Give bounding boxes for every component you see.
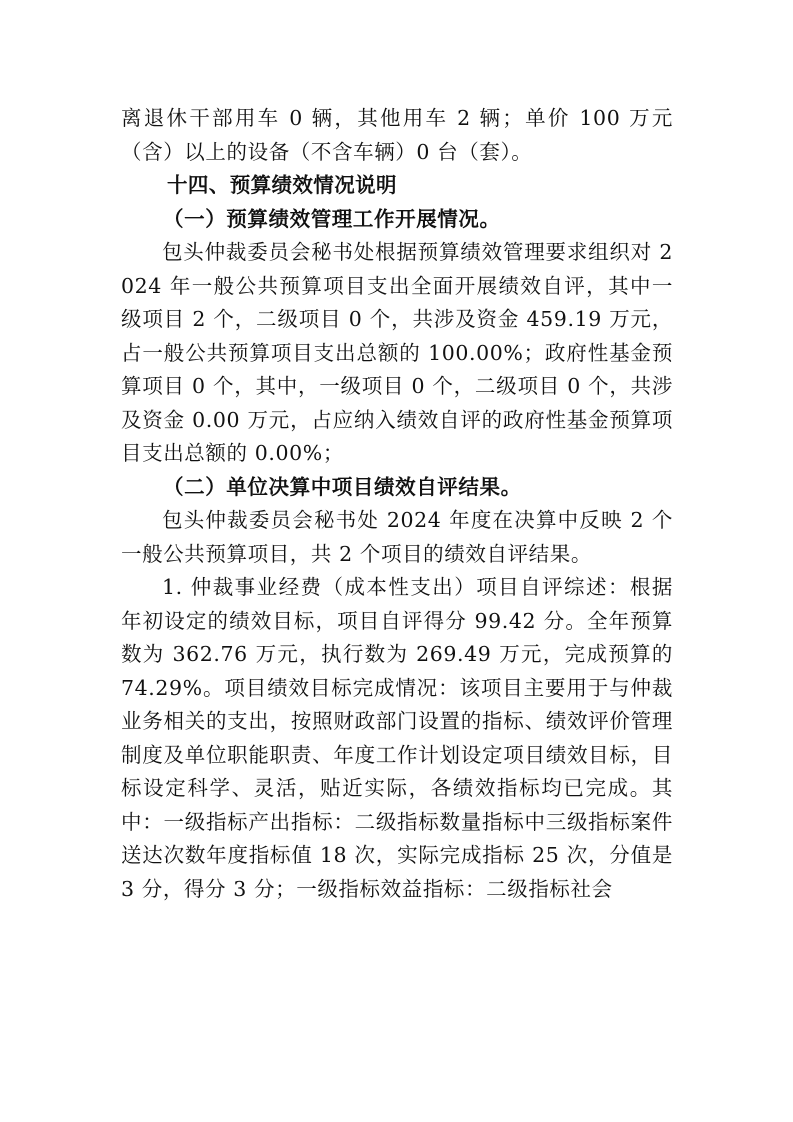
subheading-performance-management: （一）预算绩效管理工作开展情况。	[163, 206, 501, 231]
paragraph-project-count: 包头仲裁委员会秘书处 2024 年度在决算中反映 2 个一般公共预算项目，共 2 个项目的绩效自评结果。	[121, 508, 673, 566]
document-body	[121, 102, 673, 906]
paragraph-self-evaluation-overview: 包头仲裁委员会秘书处根据预算绩效管理要求组织对 2024 年一般公共预算项目支出全面开展绩效自评，其中一级项目 2 个，二级项目 0 个，共涉及资金 459.19 万元，占一般公共预算项目支出总额的 100.00%；政府性基金预算项目 0 个，其中，一级项目 0 个，二级项目 0 个，共涉及资金 0.00 万元，占应纳入绩效自评的政府性基金预算项目支出总额的 0.00%；	[121, 240, 673, 465]
subheading-project-self-evaluation-results: （二）单位决算中项目绩效自评结果。	[163, 474, 522, 499]
paragraph-vehicles-equipment: 离退休干部用车 0 辆，其他用车 2 辆；单价 100 万元（含）以上的设备（不含车辆）0 台（套）。	[121, 106, 673, 164]
section-heading-budget-performance: 十四、预算绩效情况说明	[167, 173, 397, 197]
paragraph-arbitration-funding-review: 1. 仲裁事业经费（成本性支出）项目自评综述：根据年初设定的绩效目标，项目自评得分 99.42 分。全年预算数为 362.76 万元，执行数为 269.49 万元，完成预算的 74.29%。项目绩效目标完成情况：该项目主要用于与仲裁业务相关的支出，按照财政部门设置的指标、绩效评价管理制度及单位职能职责、年度工作计划设定项目绩效目标，目标设定科学、灵活，贴近实际，各绩效指标均已完成。其中：一级指标产出指标：二级指标数量指标中三级指标案件送达次数年度指标值 18 次，实际完成指标 25 次，分值是 3 分，得分 3 分；一级指标效益指标：二级指标社会	[121, 575, 673, 901]
